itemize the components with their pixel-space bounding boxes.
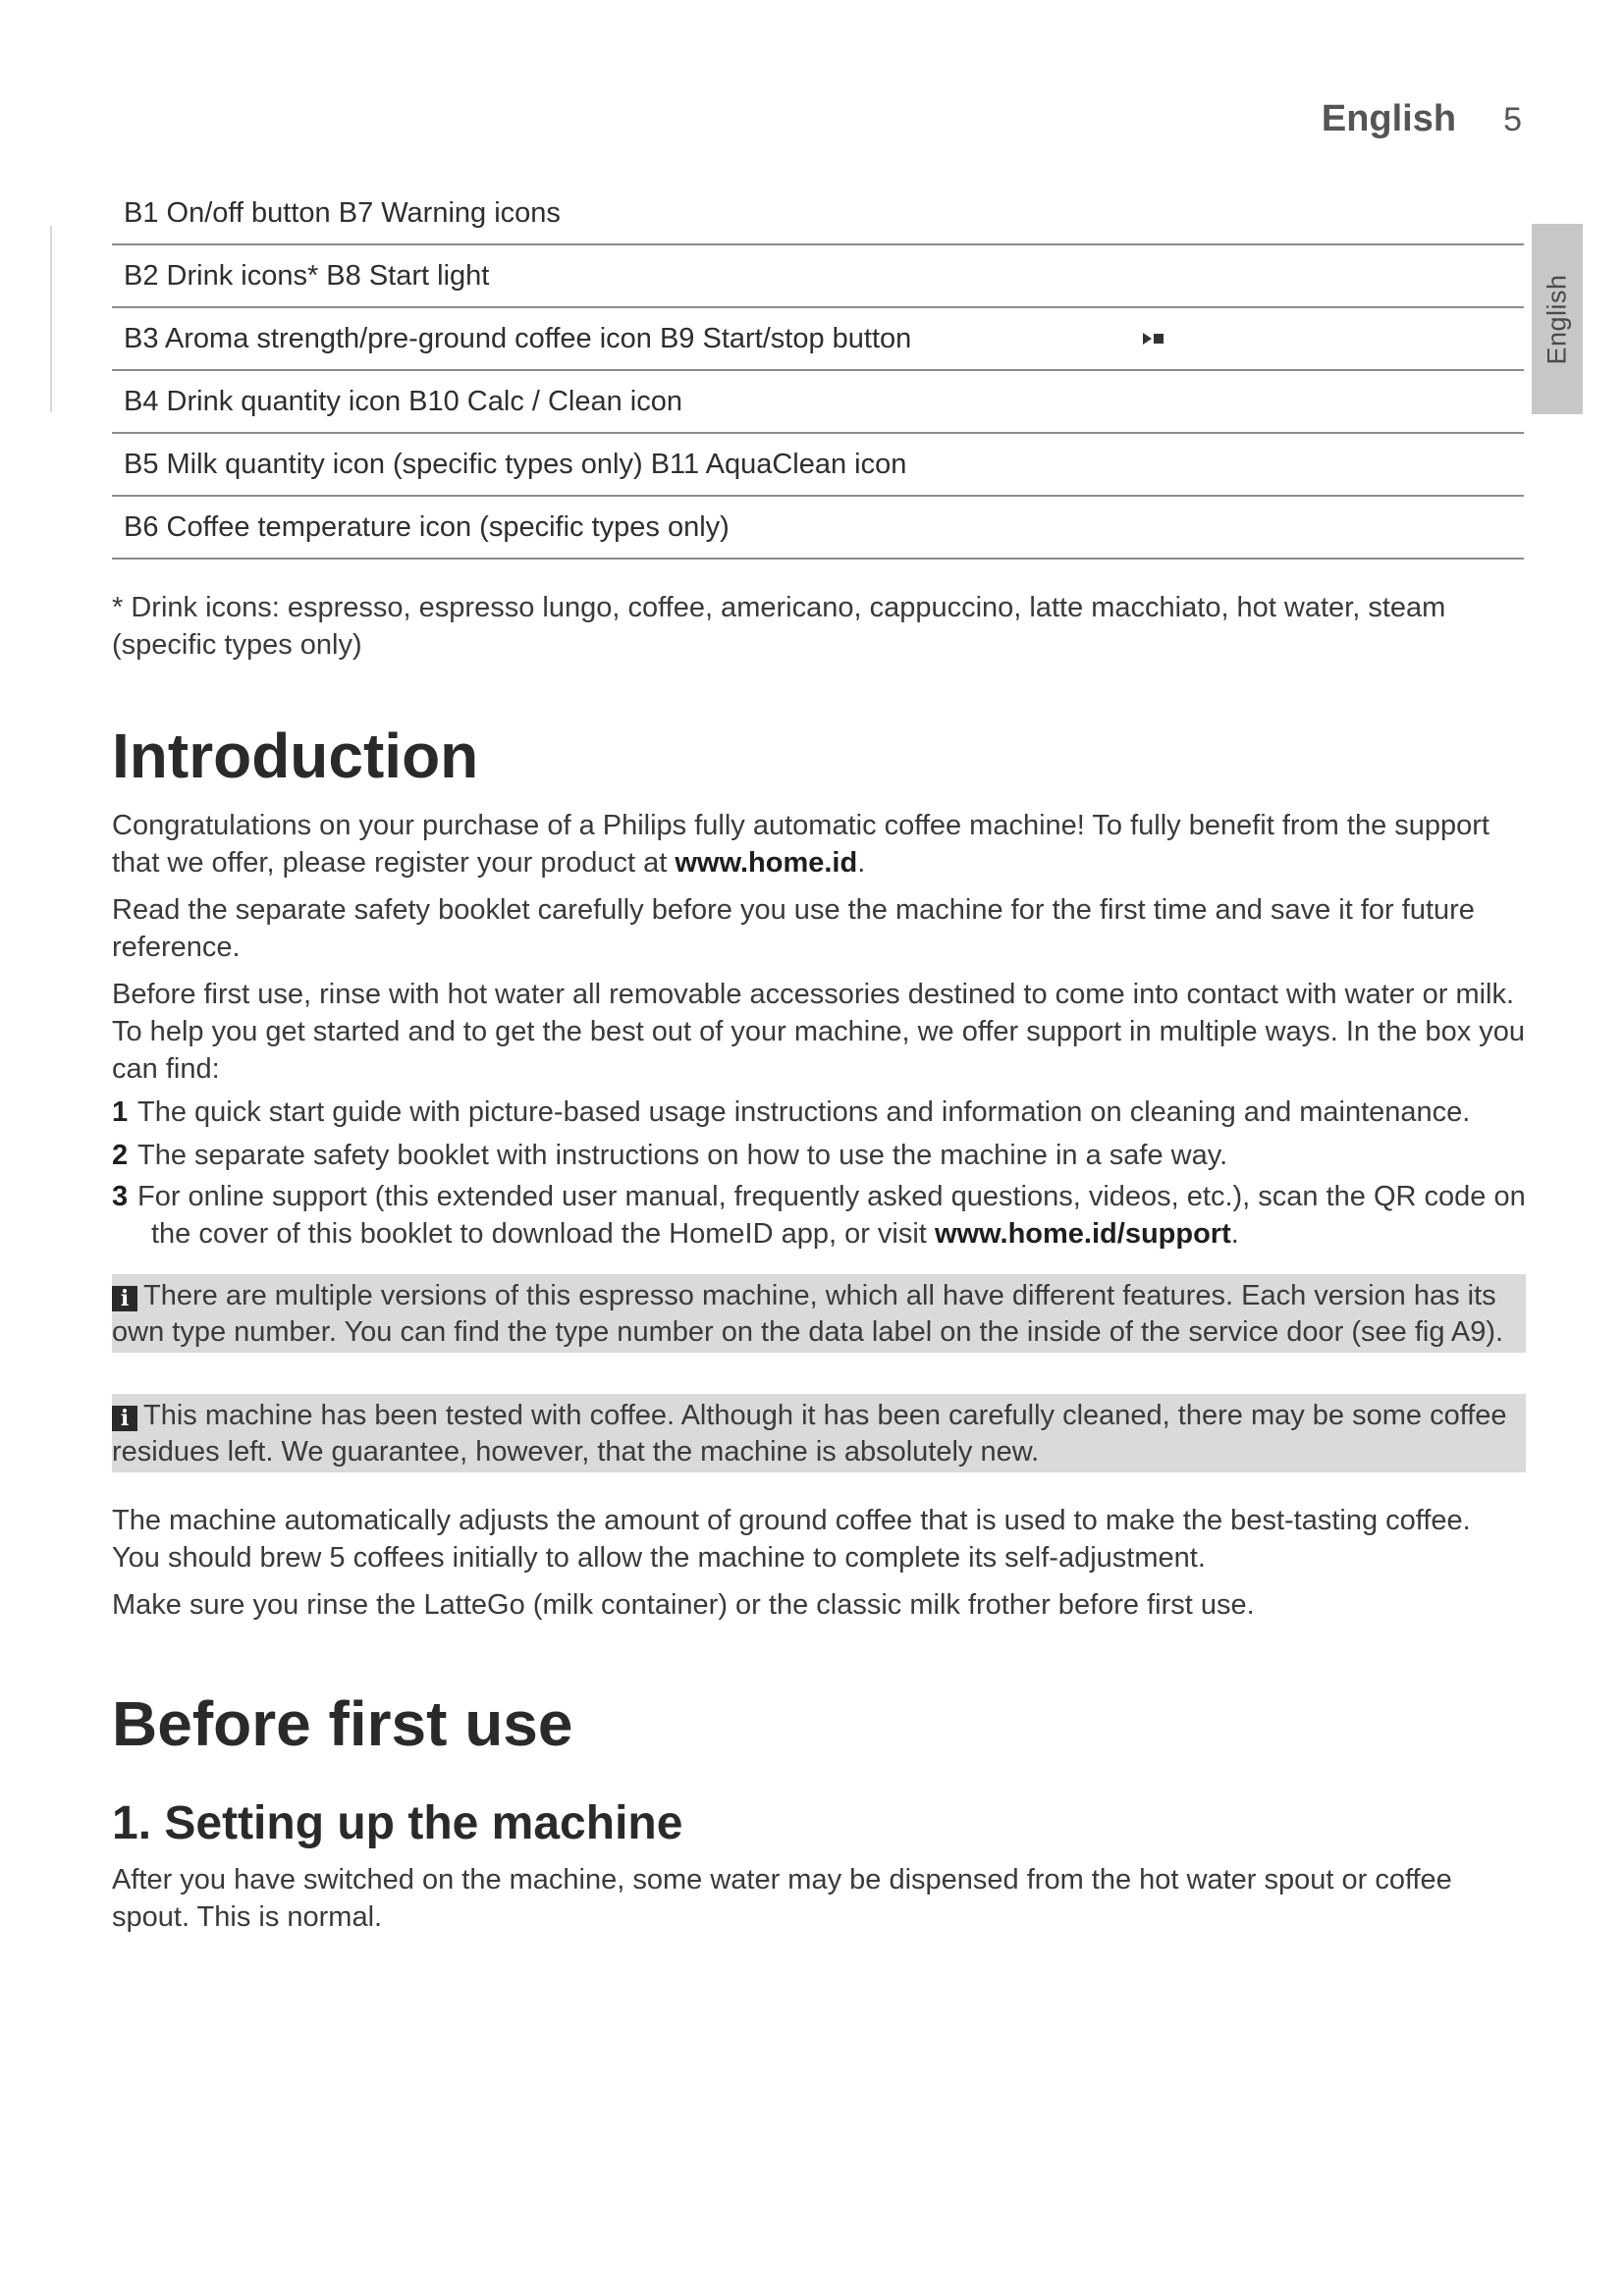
list-item-number: 3	[112, 1181, 129, 1212]
drink-icons-footnote: * Drink icons: espresso, espresso lungo, coffee, americano, cappuccino, latte macchiato, hot water, steam (specific types only)	[112, 592, 1446, 661]
left-margin-rule	[50, 226, 52, 412]
box-contents-list	[112, 1094, 1526, 1253]
legend-row-text: B6 Coffee temperature icon (specific types only)	[124, 510, 730, 543]
list-item-number: 1	[112, 1096, 129, 1128]
info-box-text: There are multiple versions of this espresso machine, which all have different features. Each version has its own type number. You can find the type number on the data label on the inside of the service door (see fig A9).	[112, 1280, 1504, 1348]
setting-up-subheading: 1. Setting up the machine	[112, 1797, 683, 1849]
support-link[interactable]: www.home.id/support	[934, 1218, 1231, 1250]
intro-paragraph-4: The machine automatically adjusts the amount of ground coffee that is used to make the best-tasting coffee. You should brew 5 coffees initially to allow the machine to complete its self-adjustment.	[112, 1505, 1471, 1574]
info-box-text: This machine has been tested with coffee. Although it has been carefully cleaned, there may be some coffee residues left. We guarantee, however, that the machine is absolutely new.	[112, 1400, 1507, 1468]
legend-table	[112, 183, 1524, 560]
setting-up-paragraph: After you have switched on the machine, some water may be dispensed from the hot water spout or coffee spout. This is normal.	[112, 1864, 1452, 1933]
legend-row-text: B5 Milk quantity icon (specific types only) B11 AquaClean icon	[124, 448, 907, 480]
list-item-text: For online support (this extended user manual, frequently asked questions, videos, etc.), scan the QR code on the cover of this booklet to download the HomeID app, or visit	[137, 1181, 1526, 1250]
before-first-use-heading: Before first use	[112, 1688, 573, 1759]
legend-row-text: B3 Aroma strength/pre-ground coffee icon B9 Start/stop button	[124, 322, 912, 354]
legend-row	[112, 434, 1524, 497]
legend-row-text: B2 Drink icons* B8 Start light	[124, 259, 490, 292]
list-item	[112, 1137, 1526, 1174]
info-box-versions	[112, 1274, 1526, 1353]
list-item-text: The quick start guide with picture-based usage instructions and information on cleaning and maintenance.	[137, 1096, 1471, 1128]
header-language: English	[1321, 98, 1457, 139]
list-item	[112, 1094, 1526, 1131]
intro-paragraph-1-text: Congratulations on your purchase of a Philips fully automatic coffee machine! To fully benefit from the support that we offer, please register your product at	[112, 810, 1489, 879]
register-link[interactable]: www.home.id	[675, 847, 858, 879]
side-tab-label: English	[1542, 273, 1572, 365]
page-header	[1322, 98, 1522, 140]
legend-row	[112, 371, 1524, 434]
info-icon: i	[112, 1406, 137, 1431]
page-number: 5	[1503, 101, 1522, 138]
intro-paragraph-1	[112, 807, 1526, 881]
list-item-text: The separate safety booklet with instructions on how to use the machine in a safe way.	[137, 1140, 1228, 1171]
intro-paragraph-5: Make sure you rinse the LatteGo (milk container) or the classic milk frother before first use.	[112, 1589, 1255, 1621]
intro-paragraph-2: Read the separate safety booklet carefully before you use the machine for the first time and save it for future reference.	[112, 894, 1475, 963]
main-content	[112, 589, 1526, 1936]
legend-row	[112, 245, 1524, 308]
introduction-heading: Introduction	[112, 721, 479, 791]
info-icon: i	[112, 1286, 137, 1311]
language-side-tab	[1532, 224, 1583, 414]
legend-row	[112, 497, 1524, 560]
legend-row	[112, 308, 1524, 371]
legend-row-text: B1 On/off button B7 Warning icons	[124, 196, 561, 229]
intro-paragraph-3: Before first use, rinse with hot water all removable accessories destined to come into contact with water or milk. To help you get started and to get the best out of your machine, we offer support in multiple ways. In the box you can find:	[112, 979, 1526, 1085]
list-item	[112, 1178, 1526, 1253]
legend-row	[112, 183, 1524, 245]
info-box-tested	[112, 1394, 1526, 1472]
play-stop-icon	[1143, 333, 1164, 345]
list-item-number: 2	[112, 1140, 129, 1171]
legend-row-text: B4 Drink quantity icon B10 Calc / Clean icon	[124, 385, 683, 417]
list-item-end: .	[1230, 1218, 1239, 1250]
intro-paragraph-1-end: .	[857, 847, 866, 879]
